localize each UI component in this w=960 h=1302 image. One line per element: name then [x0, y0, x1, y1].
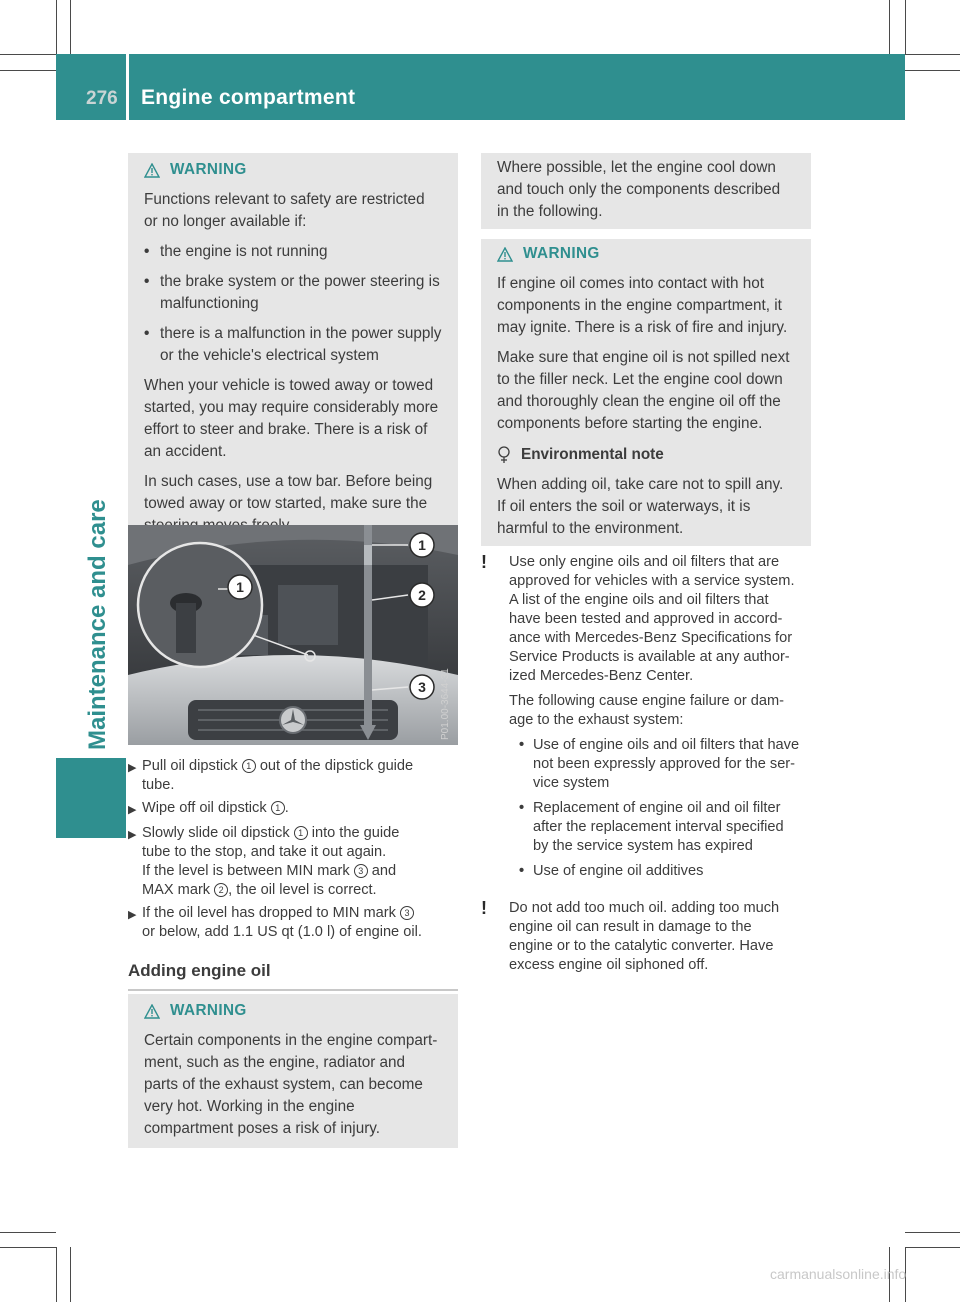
note-paragraph: Use only engine oils and oil filters that are approved for vehicles with a service system. A list of the engine oils and oil filters that have been tested and approved in accord- ance with Mercedes-Benz Specifications for Service Products is available at any author- ized Mercedes-Benz Center.	[509, 554, 795, 684]
step-item: ▶ Wipe off oil dipstick 1 .	[128, 799, 458, 820]
crop-mark	[0, 70, 56, 71]
warning-paragraph: If engine oil comes into contact with hot components in the engine compartment, it may ignite. There is a risk of fire and injury.	[497, 275, 788, 336]
page-title: Engine compartment	[141, 86, 356, 109]
warning-title: WARNING	[523, 245, 600, 262]
warning-title: WARNING	[170, 1002, 247, 1019]
svg-text:1: 1	[236, 579, 244, 595]
crop-mark	[905, 1247, 960, 1248]
callout-1-right	[410, 533, 434, 557]
svg-text:1: 1	[418, 537, 426, 553]
step-arrow-icon: ▶	[128, 829, 137, 841]
page-number: 276	[86, 88, 118, 109]
list-item: • there is a malfunction in the power supply or the vehicle's electrical system	[144, 325, 442, 364]
env-note-heading	[497, 444, 795, 466]
crop-mark	[0, 54, 56, 55]
engine-illustration	[128, 525, 458, 745]
exclamation-icon: !	[481, 898, 487, 918]
procedure-steps	[128, 757, 458, 946]
env-note-title: Environmental note	[521, 446, 664, 463]
step-arrow-icon: ▶	[128, 909, 137, 921]
note-paragraph: The following cause engine failure or dam- age to the exhaust system:	[509, 693, 785, 728]
crop-mark	[56, 0, 57, 54]
crop-mark	[905, 54, 960, 55]
callout-ref: 3	[354, 864, 368, 878]
crop-mark	[56, 1247, 57, 1302]
warning-heading	[497, 243, 795, 265]
step-item: ▶ Slowly slide oil dipstick 1 into the guide tube to the stop, and take it out again. If the level is between MIN mark 3 and MAX mark 2 , the oil level is correct.	[128, 825, 400, 898]
crop-mark	[905, 70, 960, 71]
warning-heading	[144, 1000, 442, 1022]
note-item	[481, 899, 811, 981]
callout-1-left	[228, 575, 252, 599]
step-arrow-icon: ▶	[128, 804, 137, 816]
warning-title: WARNING	[170, 161, 247, 178]
warning-triangle-icon	[497, 247, 513, 262]
warning-box-hot-components	[128, 994, 458, 1148]
crop-mark	[70, 0, 71, 54]
list-item: • the brake system or the power steering is malfunctioning	[144, 273, 440, 312]
callout-3	[410, 675, 434, 699]
info-text: Where possible, let the engine cool down and touch only the components described in the following.	[497, 159, 781, 220]
step-arrow-icon: ▶	[128, 762, 137, 774]
environmental-note-box	[481, 440, 811, 546]
warning-paragraph: Make sure that engine oil is not spilled next to the filler neck. Let the engine cool down and thoroughly clean the engine oil off the components before starting the engine.	[497, 349, 790, 432]
warning-box-towing	[128, 153, 458, 547]
step-item: ▶ Pull oil dipstick 1 out of the dipstick guide tube.	[128, 758, 414, 793]
crop-mark	[0, 1232, 56, 1233]
engine-compartment-photo	[128, 525, 458, 745]
figure-code: P01.00-3644-31	[440, 668, 451, 740]
svg-text:2: 2	[418, 587, 426, 603]
section-tab-marker	[56, 758, 126, 838]
note-paragraph: Do not add too much oil. adding too much engine oil can result in damage to the engine or to the catalytic converter. Have excess engine oil siphoned off.	[509, 900, 780, 973]
side-section-title: Maintenance and care	[84, 499, 111, 750]
list-item: • Replacement of engine oil and oil filter after the replacement interval specified by the service system has expired	[519, 800, 784, 854]
warning-intro: Functions relevant to safety are restricted or no longer available if:	[144, 191, 425, 230]
warning-triangle-icon	[144, 163, 160, 178]
crop-mark	[70, 1247, 71, 1302]
warning-box-oil-fire	[481, 239, 811, 443]
info-box-cool-down	[481, 153, 811, 229]
step-item: ▶ If the oil level has dropped to MIN mark 3 or below, add 1.1 US qt (1.0 l) of engine oil.	[128, 905, 422, 940]
callout-ref: 1	[294, 826, 308, 840]
callout-2	[410, 583, 434, 607]
watermark-text: carmanualsonline.info	[770, 1266, 907, 1282]
section-heading: Adding engine oil	[128, 961, 458, 991]
warning-triangle-icon	[144, 1004, 160, 1019]
callout-ref: 2	[214, 883, 228, 897]
crop-mark	[905, 0, 906, 54]
crop-mark	[0, 1247, 56, 1248]
env-note-text: When adding oil, take care not to spill any. If oil enters the soil or waterways, it is harmful to the environment.	[497, 476, 784, 537]
note-item	[481, 553, 811, 887]
crop-mark	[905, 1232, 960, 1233]
warning-paragraph: Certain components in the engine compart-ment, such as the engine, radiator and parts of the exhaust system, can become very hot. Working in the engine compartment poses a risk of injury.	[144, 1032, 438, 1137]
callout-ref: 3	[400, 906, 414, 920]
warning-paragraph: When your vehicle is towed away or towed started, you may require considerably more effort to steer and brake. There is a risk of an accident.	[144, 377, 439, 460]
lightbulb-icon	[497, 446, 511, 464]
exclamation-icon: !	[481, 552, 487, 572]
list-item: • Use of engine oils and oil filters that have not been expressly approved for the ser- vice system	[519, 737, 800, 791]
svg-text:3: 3	[418, 679, 426, 695]
callout-ref: 1	[242, 759, 256, 773]
notes-section	[481, 553, 811, 993]
crop-mark	[889, 0, 890, 54]
warning-paragraph: In such cases, use a tow bar. Before being towed away or tow started, make sure the	[144, 473, 433, 512]
list-item: • Use of engine oil additives	[519, 863, 704, 879]
warning-heading	[144, 159, 442, 181]
header-divider	[126, 54, 129, 120]
list-item: • the engine is not running	[144, 243, 328, 260]
callout-ref: 1	[271, 801, 285, 815]
